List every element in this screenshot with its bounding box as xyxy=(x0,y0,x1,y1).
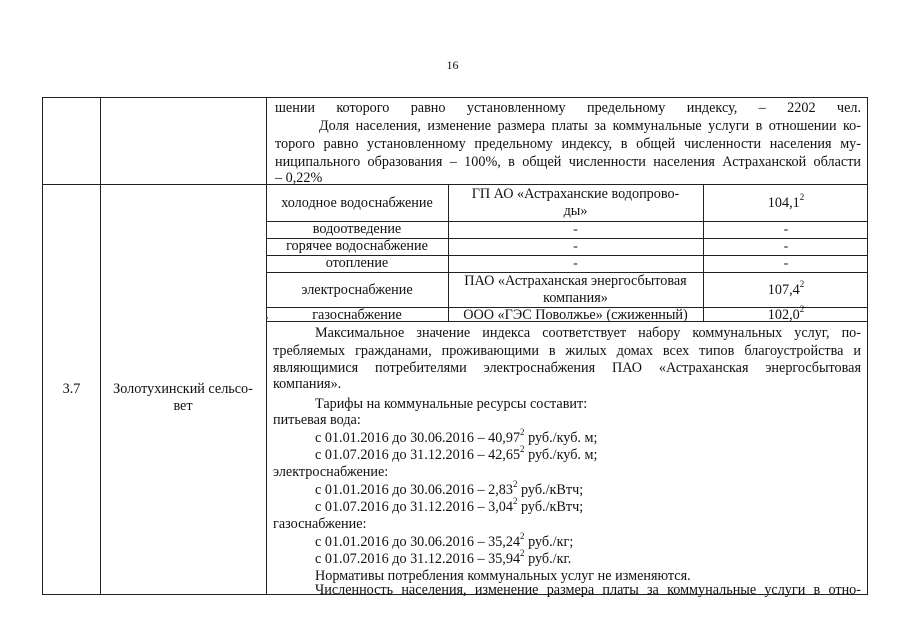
service-name: электроснабжение xyxy=(301,282,413,298)
prev-row-text-line: шении которого равно установленному предельному индексу, – 2202 чел. xyxy=(275,100,861,116)
prev-row-text-line: торого равно установленному предельному индексу, в общей численности населения му- xyxy=(275,136,861,152)
prev-row-text-line: – 0,22% xyxy=(275,170,323,186)
water-label: питьевая вода: xyxy=(273,412,361,428)
index-value: - xyxy=(783,222,789,237)
index-value: 104,1$^2$ xyxy=(767,192,805,211)
provider-name: ООО «ГЭС Поволжье» (сжиженный) xyxy=(463,307,688,323)
index-value: 107,4$^2$ xyxy=(767,279,805,298)
paragraph-line: являющимися потребителями электроснабжения ПАО «Астраханская энергосбытовая xyxy=(273,360,861,376)
service-name: холодное водоснабжение xyxy=(281,195,433,211)
provider-name: - xyxy=(573,239,578,254)
col-divider xyxy=(266,98,267,594)
provider-name: - xyxy=(573,222,578,237)
tariffs-intro: Тарифы на коммунальные ресурсы составит: xyxy=(315,396,588,412)
service-name: горячее водоснабжение xyxy=(286,238,428,254)
page-number: 16 xyxy=(446,58,459,72)
scan-mark: , xyxy=(266,310,269,321)
tariff-line: с 01.01.2016 до 30.06.2016 – 35,24$^2$ руб./кг; xyxy=(315,531,574,550)
service-name: отопление xyxy=(325,255,389,271)
tariff-line: с 01.01.2016 до 30.06.2016 – 2,83$^2$ руб./кВтч; xyxy=(315,479,584,498)
index-value: - xyxy=(783,239,789,254)
col-divider xyxy=(100,98,101,594)
provider-name: ГП АО «Астраханские водопрово- ды» xyxy=(471,186,680,219)
electricity-label: электроснабжение: xyxy=(273,464,389,480)
paragraph-line: Численность населения, изменение размера платы за коммунальные услуги в отно- xyxy=(315,582,861,598)
document-table xyxy=(42,97,868,598)
index-value: 102,0$^2$ xyxy=(767,304,805,323)
gas-label: газоснабжение: xyxy=(273,516,367,532)
provider-name: - xyxy=(573,256,578,271)
service-name: водоотведение xyxy=(312,221,402,237)
tariff-line: с 01.07.2016 до 31.12.2016 – 3,04$^2$ руб./кВтч; xyxy=(315,496,584,515)
prev-row-text-line: ниципального образования – 100%, в общей численности населения Астраханской области xyxy=(275,154,861,170)
tariff-line: с 01.07.2016 до 31.12.2016 – 35,94$^2$ руб./кг. xyxy=(315,548,572,567)
row-divider xyxy=(43,184,867,185)
provider-name: ПАО «Астраханская энергосбытовая компания» xyxy=(464,273,687,306)
municipality-name: Золотухинский сельсо- вет xyxy=(113,381,253,414)
prev-row-text-line: Доля населения, изменение размера платы за коммунальные услуги в отношении ко- xyxy=(319,118,861,134)
paragraph-line: Максимальное значение индекса соответствует набору коммунальных услуг, по- xyxy=(315,325,861,341)
norms-note: Нормативы потребления коммунальных услуг не изменяются. xyxy=(315,568,691,584)
service-name: газоснабжение xyxy=(312,307,402,323)
paragraph-line: компания». xyxy=(273,376,342,392)
row-number: 3.7 xyxy=(62,381,81,397)
index-value: - xyxy=(783,256,789,271)
tariff-line: с 01.07.2016 до 31.12.2016 – 42,65$^2$ руб./куб. м; xyxy=(315,444,598,463)
tariff-line: с 01.01.2016 до 30.06.2016 – 40,97$^2$ руб./куб. м; xyxy=(315,427,598,446)
paragraph-line: требляемых гражданами, проживающими в жилых домах всех типов благоустройства и xyxy=(273,343,861,359)
